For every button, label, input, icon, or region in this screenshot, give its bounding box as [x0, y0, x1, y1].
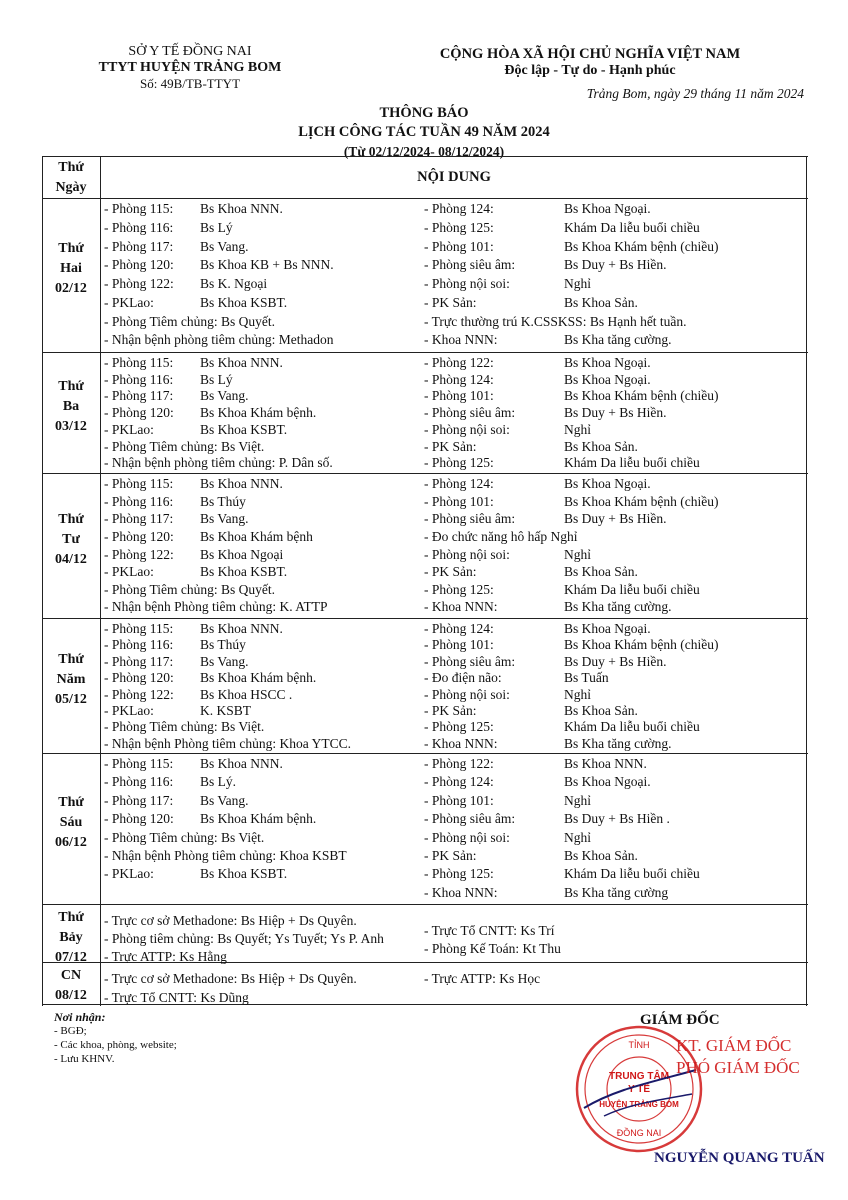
entry-location: - Phòng Kế Toán: Kt Thu — [424, 941, 561, 956]
schedule-entry — [104, 847, 420, 864]
entry-location: - Đo điện não: — [424, 670, 502, 686]
table-border-top — [42, 156, 808, 157]
schedule-entry — [104, 256, 420, 273]
entry-location: - Phòng nội soi: — [424, 829, 510, 845]
schedule-entry — [104, 792, 420, 809]
entry-location: - Phòng 117: — [104, 388, 174, 404]
recipient-item: - Lưu KHNV. — [54, 1053, 115, 1065]
entry-assignee: Nghỉ — [564, 546, 591, 562]
entry-assignee: Bs Khoa Sản. — [564, 564, 638, 580]
entry-location: - Phòng 115: — [104, 201, 174, 216]
entry-location: - Phòng 101: — [424, 238, 494, 254]
schedule-entry — [424, 865, 804, 882]
entry-assignee: Bs Khoa Khám bệnh (chiều) — [564, 637, 719, 653]
entry-location: - Nhận bệnh phòng tiêm chủng: Methadon — [104, 332, 334, 348]
schedule-entry — [424, 773, 804, 790]
schedule-entry — [104, 829, 420, 846]
entry-location: - Phòng siêu âm: — [424, 811, 516, 827]
schedule-entry — [424, 718, 804, 735]
recipient-item: - BGĐ; — [54, 1025, 87, 1037]
entry-location: - Khoa NNN: — [424, 735, 498, 751]
schedule-entry — [424, 510, 804, 527]
signing-authority-line-1: KT. GIÁM ĐỐC — [676, 1036, 792, 1055]
center-name: TTYT HUYỆN TRẢNG BOM — [98, 60, 282, 75]
schedule-entry — [104, 948, 420, 965]
schedule-entry — [104, 275, 420, 292]
entry-assignee: Bs Duy + Bs Hiền. — [564, 257, 667, 273]
day-label: Thứ Tư 04/12 — [55, 511, 87, 567]
recipients-title: Nơi nhận: — [54, 1010, 106, 1024]
schedule-entry — [104, 354, 420, 371]
entry-assignee: Khám Da liễu buổi chiều — [564, 455, 700, 471]
entry-location: - Phòng 124: — [424, 774, 494, 790]
schedule-entry — [104, 620, 420, 637]
signing-authority-line-2: PHÓ GIÁM ĐỐC — [676, 1058, 800, 1077]
table-border-right — [806, 156, 807, 1006]
entry-location: - Trực Tổ CNTT: Ks Dũng — [104, 990, 249, 1005]
entry-assignee: Bs Vang. — [200, 238, 249, 254]
entry-location: - Phòng 117: — [104, 653, 174, 669]
schedule-entry — [424, 438, 804, 455]
agency-header — [60, 44, 320, 92]
schedule-entry — [104, 636, 420, 653]
entry-assignee: Nghỉ — [564, 421, 591, 437]
schedule-entry — [104, 219, 420, 236]
entry-assignee: Bs Khoa Khám bệnh. — [200, 405, 317, 421]
entry-assignee: Bs Duy + Bs Hiền . — [564, 811, 670, 827]
schedule-entry — [104, 331, 420, 348]
entry-location: - Phòng 116: — [104, 637, 174, 653]
entry-assignee: Bs Vang. — [200, 388, 249, 404]
schedule-entry — [104, 653, 420, 670]
title-line-1: THÔNG BÁO — [379, 105, 469, 121]
entry-assignee: Bs Duy + Bs Hiền. — [564, 405, 667, 421]
day-label: Thứ Năm 05/12 — [55, 651, 87, 707]
schedule-entry — [104, 528, 420, 545]
entry-location: - Phòng 117: — [104, 511, 174, 527]
schedule-entry — [104, 912, 420, 929]
schedule-entry — [104, 493, 420, 510]
entry-assignee: Bs Khoa Ngoại. — [564, 355, 651, 370]
entry-assignee: Bs Khoa NNN. — [200, 355, 283, 370]
entry-location: - Phòng 125: — [424, 455, 494, 471]
entry-assignee: Bs Khoa KSBT. — [200, 564, 288, 580]
entry-location: - Phòng Tiêm chủng: Bs Việt. — [104, 438, 265, 454]
entry-location: - Khoa NNN: — [424, 599, 498, 615]
entry-location: - Phòng tiêm chủng: Bs Quyết; Ys Tuyết; Ys P. Anh — [104, 931, 384, 946]
svg-text:HUYỆN TRẢNG BOM: HUYỆN TRẢNG BOM — [599, 1100, 679, 1109]
entry-location: - PK Sản: — [424, 294, 477, 310]
entry-assignee: Bs Thúy — [200, 493, 246, 509]
entry-assignee: Bs Khoa Ngoại. — [564, 371, 651, 387]
entry-assignee: K. KSBT — [200, 702, 252, 718]
entry-location: - Phòng nội soi: — [424, 546, 510, 562]
entry-assignee: Bs Thúy — [200, 637, 246, 653]
entry-location: - Phòng 125: — [424, 581, 494, 597]
entry-assignee: Bs Khoa Ngoại — [200, 546, 284, 562]
schedule-entry — [104, 865, 420, 882]
entry-location: - Phòng 101: — [424, 637, 494, 653]
entry-location: - Phòng 115: — [104, 621, 174, 636]
entry-location: - Phòng 115: — [104, 756, 174, 771]
entry-location: - Phòng 115: — [104, 476, 174, 491]
schedule-entry — [104, 475, 420, 492]
entry-assignee: Bs Vang. — [200, 653, 249, 669]
entry-assignee: Khám Da liễu buổi chiều — [564, 581, 700, 597]
entry-assignee: Bs Khoa Sản. — [564, 847, 638, 863]
schedule-entry — [104, 989, 420, 1006]
header-divider — [42, 198, 808, 199]
day-label: Thứ Sáu 06/12 — [55, 794, 87, 850]
schedule-entry — [424, 528, 804, 545]
entry-assignee: Bs Kha tăng cường. — [564, 599, 672, 615]
schedule-entry — [424, 792, 804, 809]
entry-assignee: Bs Khoa NNN. — [564, 756, 647, 771]
entry-location: - Phòng siêu âm: — [424, 405, 516, 421]
entry-location: - Nhận bệnh Phòng tiêm chủng: K. ATTP — [104, 599, 328, 615]
entry-assignee: Bs Khoa Ngoại. — [564, 476, 651, 491]
entry-assignee: Bs Lý. — [200, 774, 237, 790]
schedule-entry — [104, 438, 420, 455]
entry-location: - Phòng siêu âm: — [424, 257, 516, 273]
column-header-day: Thứ Ngày — [55, 160, 87, 195]
document-title — [0, 104, 848, 161]
schedule-entry — [104, 563, 420, 580]
entry-assignee: Bs Khoa KSBT. — [200, 294, 288, 310]
schedule-entry — [424, 371, 804, 388]
entry-location: - PKLao: — [104, 702, 154, 718]
column-header-content: NỘI DUNG — [417, 169, 491, 185]
schedule-entry — [424, 238, 804, 255]
svg-text:TRUNG TÂM: TRUNG TÂM — [609, 1071, 669, 1082]
entry-assignee: Bs Khoa Ngoại. — [564, 774, 651, 790]
date-range: (Từ 02/12/2024- 08/12/2024) — [343, 144, 505, 159]
schedule-entry — [424, 620, 804, 637]
entry-location: - Phòng 116: — [104, 493, 174, 509]
entry-assignee: Nghỉ — [564, 276, 591, 291]
schedule-entry — [104, 686, 420, 703]
entry-assignee: Bs Duy + Bs Hiền. — [564, 653, 667, 669]
entry-assignee: Bs K. Ngoại — [200, 276, 268, 291]
recipients — [54, 1010, 177, 1066]
entry-location: - Phòng 124: — [424, 371, 494, 387]
schedule-entry — [424, 884, 804, 901]
entry-assignee: Bs Khoa Khám bệnh (chiều) — [564, 493, 719, 509]
schedule-entry — [104, 970, 420, 987]
schedule-entry — [104, 454, 420, 471]
entry-assignee: Bs Khoa NNN. — [200, 201, 283, 216]
entry-location: - PK Sản: — [424, 438, 477, 454]
schedule-entry — [424, 829, 804, 846]
entry-assignee: Bs Tuấn — [564, 670, 609, 686]
schedule-entry — [424, 581, 804, 598]
signer-name: NGUYỄN QUANG TUẤN — [654, 1150, 825, 1166]
schedule-entry — [104, 669, 420, 686]
entry-assignee: Bs Khoa Ngoại. — [564, 621, 651, 636]
national-header — [380, 46, 800, 79]
entry-assignee: Bs Kha tăng cường. — [564, 735, 672, 751]
entry-location: - Phòng 120: — [104, 257, 174, 273]
entry-location: - Phòng 120: — [104, 811, 174, 827]
schedule-entry — [424, 294, 804, 311]
schedule-entry — [424, 475, 804, 492]
entry-assignee: Bs Khoa Ngoại. — [564, 201, 651, 216]
country-name: CỘNG HÒA XÃ HỘI CHỦ NGHĨA VIỆT NAM — [439, 46, 741, 62]
issue-date: Trảng Bom, ngày 29 tháng 11 năm 2024 — [586, 86, 804, 101]
schedule-entry — [424, 810, 804, 827]
entry-location: - Phòng 125: — [424, 219, 494, 235]
entry-location: - Phòng 125: — [424, 866, 494, 882]
schedule-entry — [424, 847, 804, 864]
entry-location: - Trực cơ sở Methadone: Bs Hiệp + Ds Quyên. — [104, 913, 357, 928]
schedule-entry — [104, 598, 420, 615]
schedule-entry — [424, 219, 804, 236]
schedule-entry — [104, 702, 420, 719]
schedule-entry — [104, 546, 420, 563]
entry-assignee: Bs Khoa Khám bệnh (chiều) — [564, 388, 719, 404]
entry-assignee: Bs Kha tăng cường. — [564, 332, 672, 348]
schedule-entry — [104, 810, 420, 827]
entry-assignee: Bs Duy + Bs Hiền. — [564, 511, 667, 527]
schedule-entry — [424, 454, 804, 471]
entry-location: - Phòng 101: — [424, 388, 494, 404]
entry-assignee: Bs Lý — [200, 371, 233, 387]
entry-location: - Phòng 101: — [424, 493, 494, 509]
schedule-entry — [424, 669, 804, 686]
entry-location: - Phòng 125: — [424, 719, 494, 735]
entry-location: - Phòng 124: — [424, 201, 494, 216]
schedule-entry — [104, 755, 420, 772]
schedule-entry — [424, 702, 804, 719]
schedule-entry — [104, 371, 420, 388]
entry-assignee: Nghỉ — [564, 686, 591, 702]
schedule-entry — [424, 598, 804, 615]
entry-location: - PKLao: — [104, 421, 154, 437]
entry-assignee: Bs Khoa Khám bệnh. — [200, 670, 317, 686]
schedule-entry — [424, 493, 804, 510]
row-divider — [42, 753, 808, 754]
entry-assignee: Bs Kha tăng cường — [564, 884, 669, 900]
schedule-entry — [424, 331, 804, 348]
schedule-entry — [104, 735, 420, 752]
schedule-entry — [424, 256, 804, 273]
entry-assignee: Nghỉ — [564, 792, 591, 808]
department-name: SỞ Y TẾ ĐỒNG NAI — [128, 44, 252, 59]
entry-location: - Phòng 120: — [104, 528, 174, 544]
entry-location: - Phòng nội soi: — [424, 276, 510, 291]
entry-assignee: Bs Khoa KSBT. — [200, 866, 288, 882]
entry-location: - Phòng 124: — [424, 476, 494, 491]
schedule-entry — [424, 275, 804, 292]
entry-location: - Phòng 115: — [104, 355, 174, 370]
svg-text:Y TẾ: Y TẾ — [627, 1084, 651, 1095]
entry-location: - Phòng 120: — [104, 670, 174, 686]
schedule-entry — [104, 313, 420, 330]
svg-text:ĐỒNG NAI: ĐỒNG NAI — [616, 1128, 662, 1138]
schedule-table — [42, 156, 808, 1006]
entry-location: - Phòng nội soi: — [424, 421, 510, 437]
schedule-entry — [424, 313, 804, 330]
entry-location: - Phòng Tiêm chủng: Bs Quyết. — [104, 313, 276, 329]
entry-location: - Phòng Tiêm chủng: Bs Việt. — [104, 829, 265, 845]
day-label: Thứ Ba 03/12 — [55, 378, 87, 434]
entry-assignee: Bs Khoa HSCC . — [200, 686, 293, 702]
schedule-entry — [104, 404, 420, 421]
schedule-entry — [424, 755, 804, 772]
schedule-entry — [424, 636, 804, 653]
row-divider — [42, 352, 808, 353]
entry-location: - Trực ATTP: Ks Hằng — [104, 949, 227, 964]
schedule-entry — [424, 421, 804, 438]
entry-assignee: Bs Khoa Khám bệnh. — [200, 811, 317, 827]
column-divider — [100, 156, 101, 1006]
entry-location: - Trực ATTP: Ks Học — [424, 971, 541, 986]
schedule-entry — [424, 735, 804, 752]
entry-location: - Phòng siêu âm: — [424, 511, 516, 527]
entry-assignee: Bs Khoa NNN. — [200, 756, 283, 771]
entry-assignee: Bs Khoa Sản. — [564, 294, 638, 310]
schedule-entry — [104, 773, 420, 790]
entry-location: - Phòng 124: — [424, 621, 494, 636]
entry-location: - Phòng 122: — [104, 686, 174, 702]
entry-assignee: Bs Khoa NNN. — [200, 621, 283, 636]
entry-assignee: Nghỉ — [564, 829, 591, 845]
entry-location: - Phòng siêu âm: — [424, 653, 516, 669]
entry-location: - Khoa NNN: — [424, 332, 498, 348]
entry-location: - Phòng 116: — [104, 219, 174, 235]
entry-location: - PKLao: — [104, 866, 154, 882]
schedule-entry — [104, 421, 420, 438]
entry-location: - Phòng 116: — [104, 774, 174, 790]
entry-assignee: Bs Khoa Sản. — [564, 702, 638, 718]
day-label: Thứ Bảy 07/12 — [55, 910, 87, 965]
schedule-entry — [424, 354, 804, 371]
motto: Độc lập - Tự do - Hạnh phúc — [504, 63, 676, 78]
entry-assignee: Bs Khoa KB + Bs NNN. — [200, 257, 334, 273]
schedule-entry — [104, 200, 420, 217]
schedule-entry — [104, 930, 420, 947]
entry-assignee: Bs Lý — [200, 219, 233, 235]
schedule-entry — [104, 387, 420, 404]
entry-location: - Trực Tổ CNTT: Ks Trí — [424, 923, 555, 938]
entry-location: - Phòng 122: — [104, 546, 174, 562]
entry-location: - PK Sản: — [424, 847, 477, 863]
entry-assignee: Bs Khoa Khám bệnh — [200, 528, 313, 544]
entry-location: - Nhận bệnh Phòng tiêm chủng: Khoa KSBT — [104, 847, 347, 863]
schedule-entry — [424, 404, 804, 421]
recipient-item: - Các khoa, phòng, website; — [54, 1039, 177, 1051]
entry-location: - PKLao: — [104, 564, 154, 580]
entry-location: - Phòng 117: — [104, 238, 174, 254]
schedule-entry — [104, 510, 420, 527]
schedule-entry — [104, 581, 420, 598]
entry-assignee: Bs Khoa Sản. — [564, 438, 638, 454]
schedule-entry — [424, 653, 804, 670]
schedule-entry — [424, 940, 804, 957]
entry-location: - Đo chức năng hô hấp Nghỉ — [424, 528, 578, 544]
entry-location: - Phòng 120: — [104, 405, 174, 421]
schedule-entry — [104, 294, 420, 311]
entry-assignee: Bs Khoa NNN. — [200, 476, 283, 491]
entry-location: - Phòng Tiêm chủng: Bs Quyết. — [104, 581, 276, 597]
entry-location: - Phòng 122: — [104, 276, 174, 291]
entry-location: - PK Sản: — [424, 702, 477, 718]
entry-location: - Trực cơ sở Methadone: Bs Hiệp + Ds Quyên. — [104, 971, 357, 986]
entry-assignee: Khám Da liễu buổi chiều — [564, 219, 700, 235]
schedule-entry — [424, 387, 804, 404]
schedule-entry — [424, 200, 804, 217]
entry-location: - Phòng 122: — [424, 355, 494, 370]
entry-location: - PKLao: — [104, 294, 154, 310]
schedule-entry — [104, 238, 420, 255]
entry-assignee: Bs Vang. — [200, 511, 249, 527]
entry-location: - Khoa NNN: — [424, 884, 498, 900]
entry-location: - Nhận bệnh Phòng tiêm chủng: Khoa YTCC. — [104, 735, 351, 751]
entry-assignee: Khám Da liễu buổi chiều — [564, 719, 700, 735]
entry-location: - Phòng nội soi: — [424, 686, 510, 702]
schedule-entry — [104, 718, 420, 735]
row-divider — [42, 618, 808, 619]
title-line-2: LỊCH CÔNG TÁC TUẦN 49 NĂM 2024 — [298, 124, 550, 140]
day-label: CN 08/12 — [55, 968, 87, 1003]
entry-location: - Phòng Tiêm chủng: Bs Việt. — [104, 719, 265, 735]
schedule-entry — [424, 970, 804, 987]
entry-location: - PK Sản: — [424, 564, 477, 580]
entry-assignee: Bs Khoa KSBT. — [200, 421, 288, 437]
entry-location: - Nhận bệnh phòng tiêm chủng: P. Dân số. — [104, 455, 333, 471]
entry-location: - Phòng 116: — [104, 371, 174, 387]
entry-location: - Phòng 101: — [424, 792, 494, 808]
row-divider — [42, 473, 808, 474]
entry-location: - Phòng 117: — [104, 792, 174, 808]
entry-location: - Phòng 122: — [424, 756, 494, 771]
schedule-entry — [424, 546, 804, 563]
schedule-entry — [424, 686, 804, 703]
entry-assignee: Bs Vang. — [200, 792, 249, 808]
entry-location: - Trực thường trú K.CSSKSS: Bs Hạnh hết tuần. — [424, 313, 687, 329]
row-divider — [42, 904, 808, 905]
signature-title: GIÁM ĐỐC — [640, 1012, 720, 1028]
day-label: Thứ Hai 02/12 — [55, 241, 87, 296]
entry-assignee: Khám Da liễu buổi chiều — [564, 866, 700, 882]
schedule-entry — [424, 922, 804, 939]
svg-text:TỈNH: TỈNH — [628, 1040, 650, 1050]
document-number: Số: 49B/TB-TTYT — [139, 76, 241, 91]
entry-assignee: Bs Khoa Khám bệnh (chiều) — [564, 238, 719, 254]
schedule-entry — [424, 563, 804, 580]
